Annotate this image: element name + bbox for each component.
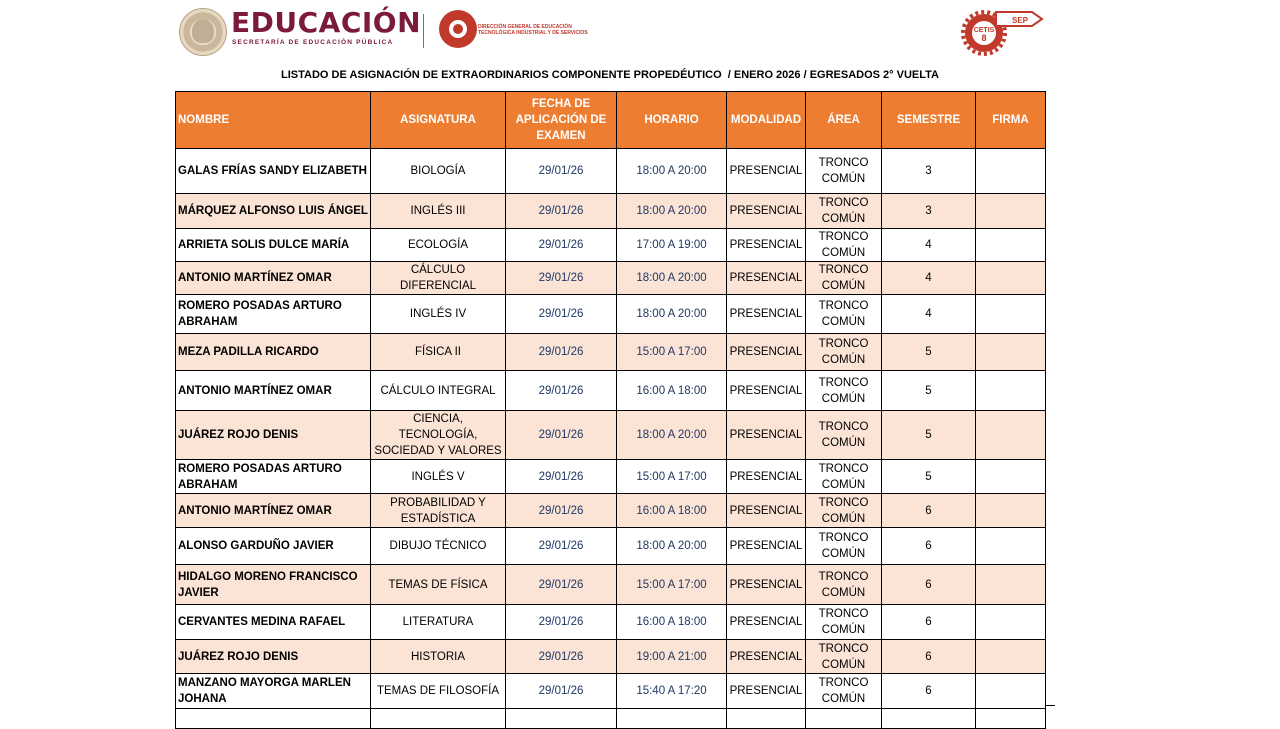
cell-semestre: 4	[882, 295, 976, 334]
cell-area: TRONCO COMÚN	[806, 194, 882, 229]
cell-horario: 18:00 A 20:00	[617, 411, 727, 460]
cell-modalidad: PRESENCIAL	[727, 411, 806, 460]
col-header-modalidad: MODALIDAD	[727, 92, 806, 149]
table-row	[176, 640, 1046, 674]
cell-firma[interactable]	[976, 528, 1046, 565]
table-row	[176, 411, 1046, 460]
cell-area: TRONCO COMÚN	[806, 565, 882, 605]
table-row	[176, 605, 1046, 640]
cell-semestre: 6	[882, 494, 976, 528]
cell-firma[interactable]	[976, 565, 1046, 605]
cell-area: TRONCO COMÚN	[806, 371, 882, 411]
cell-nombre: CERVANTES MEDINA RAFAEL	[176, 605, 371, 640]
cell-area: TRONCO COMÚN	[806, 229, 882, 262]
cell-horario: 18:00 A 20:00	[617, 194, 727, 229]
cell-modalidad: PRESENCIAL	[727, 674, 806, 709]
cell-area	[806, 709, 882, 729]
cell-firma[interactable]	[976, 674, 1046, 709]
cell-fecha: 29/01/26	[506, 565, 617, 605]
cell-firma[interactable]	[976, 334, 1046, 371]
cell-firma[interactable]	[976, 411, 1046, 460]
cell-nombre: JUÁREZ ROJO DENIS	[176, 640, 371, 674]
dgeti-logo-icon	[439, 10, 477, 48]
cell-area: TRONCO COMÚN	[806, 460, 882, 494]
table-row	[176, 460, 1046, 494]
cell-horario: 15:00 A 17:00	[617, 334, 727, 371]
cell-nombre: ANTONIO MARTÍNEZ OMAR	[176, 262, 371, 295]
cell-asignatura: BIOLOGÍA	[371, 149, 506, 194]
cell-horario: 18:00 A 20:00	[617, 528, 727, 565]
cell-modalidad: PRESENCIAL	[727, 229, 806, 262]
col-header-fecha: FECHA DE APLICACIÓN DE EXAMEN	[506, 92, 617, 149]
cetis-sep-label: SEP	[1012, 16, 1029, 25]
cell-firma[interactable]	[976, 709, 1046, 729]
cell-firma[interactable]	[976, 640, 1046, 674]
cell-fecha: 29/01/26	[506, 494, 617, 528]
cell-asignatura: TEMAS DE FÍSICA	[371, 565, 506, 605]
cell-asignatura: TEMAS DE FILOSOFÍA	[371, 674, 506, 709]
cell-modalidad: PRESENCIAL	[727, 194, 806, 229]
cell-asignatura	[371, 709, 506, 729]
col-header-firma: FIRMA	[976, 92, 1046, 149]
cell-fecha: 29/01/26	[506, 605, 617, 640]
cell-nombre	[176, 709, 371, 729]
cell-asignatura: ECOLOGÍA	[371, 229, 506, 262]
cell-area: TRONCO COMÚN	[806, 528, 882, 565]
cell-horario: 15:40 A 17:20	[617, 674, 727, 709]
table-row	[176, 295, 1046, 334]
cell-modalidad: PRESENCIAL	[727, 640, 806, 674]
cell-nombre: ANTONIO MARTÍNEZ OMAR	[176, 494, 371, 528]
mexico-coat-of-arms-icon	[179, 8, 227, 56]
cell-asignatura: FÍSICA II	[371, 334, 506, 371]
cell-nombre: ROMERO POSADAS ARTURO ABRAHAM	[176, 460, 371, 494]
cell-firma[interactable]	[976, 149, 1046, 194]
cell-semestre: 6	[882, 528, 976, 565]
cell-horario	[617, 709, 727, 729]
cell-asignatura: DIBUJO TÉCNICO	[371, 528, 506, 565]
cell-asignatura: HISTORIA	[371, 640, 506, 674]
cetis-name-label: CETIS	[973, 27, 995, 34]
table-header-row	[176, 92, 1046, 149]
cell-asignatura: PROBABILIDAD Y ESTADÍSTICA	[371, 494, 506, 528]
cell-semestre: 6	[882, 605, 976, 640]
cell-horario: 16:00 A 18:00	[617, 605, 727, 640]
cell-modalidad	[727, 709, 806, 729]
table-row	[176, 334, 1046, 371]
cell-horario: 15:00 A 17:00	[617, 460, 727, 494]
cell-fecha: 29/01/26	[506, 295, 617, 334]
table-row	[176, 371, 1046, 411]
cell-area: TRONCO COMÚN	[806, 411, 882, 460]
cell-fecha: 29/01/26	[506, 411, 617, 460]
cell-horario: 15:00 A 17:00	[617, 565, 727, 605]
table-row	[176, 194, 1046, 229]
cell-fecha: 29/01/26	[506, 149, 617, 194]
cell-semestre: 5	[882, 411, 976, 460]
cell-firma[interactable]	[976, 229, 1046, 262]
cell-horario: 18:00 A 20:00	[617, 149, 727, 194]
cell-semestre: 6	[882, 674, 976, 709]
brand-subtitle: SECRETARÍA DE EDUCACIÓN PÚBLICA	[232, 39, 394, 46]
cell-nombre: MEZA PADILLA RICARDO	[176, 334, 371, 371]
cell-area: TRONCO COMÚN	[806, 149, 882, 194]
cell-horario: 16:00 A 18:00	[617, 494, 727, 528]
cell-area: TRONCO COMÚN	[806, 494, 882, 528]
cetis-number-label: 8	[981, 33, 987, 43]
cell-semestre	[882, 709, 976, 729]
cell-horario: 16:00 A 18:00	[617, 371, 727, 411]
cell-nombre: GALAS FRÍAS SANDY ELIZABETH	[176, 149, 371, 194]
table-row	[176, 229, 1046, 262]
cell-modalidad: PRESENCIAL	[727, 371, 806, 411]
cell-fecha	[506, 709, 617, 729]
cell-firma[interactable]	[976, 194, 1046, 229]
cell-semestre: 5	[882, 460, 976, 494]
cell-fecha: 29/01/26	[506, 194, 617, 229]
cell-asignatura: CÁLCULO DIFERENCIAL	[371, 262, 506, 295]
cell-nombre: JUÁREZ ROJO DENIS	[176, 411, 371, 460]
col-header-nombre: NOMBRE	[176, 92, 371, 149]
cell-nombre: MÁRQUEZ ALFONSO LUIS ÁNGEL	[176, 194, 371, 229]
cell-nombre: MANZANO MAYORGA MARLEN JOHANA	[176, 674, 371, 709]
dgeti-name: DIRECCIÓN GENERAL DE EDUCACIÓN TECNOLÓGICA INDUSTRIAL Y DE SERVICIOS	[478, 24, 588, 36]
assignment-table	[175, 91, 1046, 729]
cell-firma[interactable]	[976, 371, 1046, 411]
cell-semestre: 3	[882, 149, 976, 194]
cell-area: TRONCO COMÚN	[806, 640, 882, 674]
cell-fecha: 29/01/26	[506, 640, 617, 674]
cell-asignatura: INGLÉS III	[371, 194, 506, 229]
table-row	[176, 674, 1046, 709]
table-edge-line	[1045, 705, 1055, 706]
cell-fecha: 29/01/26	[506, 371, 617, 411]
cell-fecha: 29/01/26	[506, 229, 617, 262]
cell-modalidad: PRESENCIAL	[727, 262, 806, 295]
cell-nombre: HIDALGO MORENO FRANCISCO JAVIER	[176, 565, 371, 605]
cell-asignatura: INGLÉS IV	[371, 295, 506, 334]
cell-nombre: ANTONIO MARTÍNEZ OMAR	[176, 371, 371, 411]
table-row	[176, 262, 1046, 295]
cell-firma[interactable]	[976, 460, 1046, 494]
cell-asignatura: LITERATURA	[371, 605, 506, 640]
cell-nombre: ARRIETA SOLIS DULCE MARÍA	[176, 229, 371, 262]
cell-nombre: ALONSO GARDUÑO JAVIER	[176, 528, 371, 565]
cell-area: TRONCO COMÚN	[806, 295, 882, 334]
cell-firma[interactable]	[976, 262, 1046, 295]
cell-modalidad: PRESENCIAL	[727, 334, 806, 371]
col-header-semestre: SEMESTRE	[882, 92, 976, 149]
cell-modalidad: PRESENCIAL	[727, 460, 806, 494]
cell-horario: 19:00 A 21:00	[617, 640, 727, 674]
table-row	[176, 494, 1046, 528]
cell-modalidad: PRESENCIAL	[727, 605, 806, 640]
cell-fecha: 29/01/26	[506, 528, 617, 565]
cell-fecha: 29/01/26	[506, 674, 617, 709]
cell-asignatura: INGLÉS V	[371, 460, 506, 494]
cell-asignatura: CÁLCULO INTEGRAL	[371, 371, 506, 411]
cell-semestre: 5	[882, 371, 976, 411]
cell-modalidad: PRESENCIAL	[727, 565, 806, 605]
cell-modalidad: PRESENCIAL	[727, 295, 806, 334]
cell-semestre: 6	[882, 565, 976, 605]
cell-semestre: 5	[882, 334, 976, 371]
cell-modalidad: PRESENCIAL	[727, 149, 806, 194]
cetis-logo-icon	[958, 6, 1044, 56]
cell-modalidad: PRESENCIAL	[727, 528, 806, 565]
col-header-asignatura: ASIGNATURA	[371, 92, 506, 149]
table-row	[176, 565, 1046, 605]
table-row	[176, 149, 1046, 194]
cell-firma[interactable]	[976, 605, 1046, 640]
cell-modalidad: PRESENCIAL	[727, 494, 806, 528]
cell-fecha: 29/01/26	[506, 262, 617, 295]
cell-area: TRONCO COMÚN	[806, 674, 882, 709]
table-row	[176, 709, 1046, 729]
cell-semestre: 6	[882, 640, 976, 674]
col-header-area: ÁREA	[806, 92, 882, 149]
cell-firma[interactable]	[976, 295, 1046, 334]
cell-horario: 17:00 A 19:00	[617, 229, 727, 262]
document-title: LISTADO DE ASIGNACIÓN DE EXTRAORDINARIOS COMPONENTE PROPEDÉUTICO / ENERO 2026 / EGRESADOS 2° VUELTA	[281, 69, 939, 81]
cell-semestre: 4	[882, 229, 976, 262]
cell-horario: 18:00 A 20:00	[617, 262, 727, 295]
cell-firma[interactable]	[976, 494, 1046, 528]
cell-semestre: 3	[882, 194, 976, 229]
cell-semestre: 4	[882, 262, 976, 295]
cell-nombre: ROMERO POSADAS ARTURO ABRAHAM	[176, 295, 371, 334]
cell-fecha: 29/01/26	[506, 460, 617, 494]
cell-horario: 18:00 A 20:00	[617, 295, 727, 334]
cell-area: TRONCO COMÚN	[806, 605, 882, 640]
cell-asignatura: CIENCIA, TECNOLOGÍA, SOCIEDAD Y VALORES	[371, 411, 506, 460]
header-divider	[423, 14, 424, 48]
cell-area: TRONCO COMÚN	[806, 262, 882, 295]
table-row	[176, 528, 1046, 565]
col-header-horario: HORARIO	[617, 92, 727, 149]
brand-title: EDUCACIÓN	[231, 6, 422, 39]
cell-area: TRONCO COMÚN	[806, 334, 882, 371]
cell-fecha: 29/01/26	[506, 334, 617, 371]
